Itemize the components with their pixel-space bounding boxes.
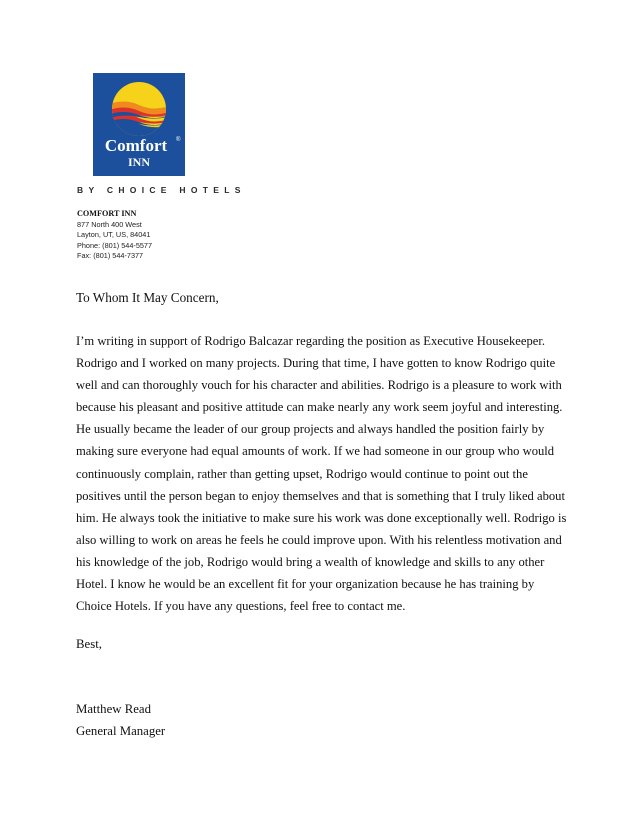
letter-body xyxy=(76,330,566,617)
body-line: also willing to work on areas he feels he could improve upon. With his relentless motivation and xyxy=(76,532,562,547)
comfort-inn-logo xyxy=(93,73,185,176)
body-line: well and can thoroughly vouch for his character and abilities. Rodrigo is a pleasure to work with xyxy=(76,378,562,393)
fax-line: Fax: (801) 544-7377 xyxy=(77,251,144,260)
signature-name: Matthew Read xyxy=(76,702,151,716)
sun-waves-logo-graphic xyxy=(93,73,185,176)
company-name: COMFORT INN xyxy=(77,209,137,218)
address-line: Layton, UT, US, 84041 xyxy=(77,230,151,239)
body-line: He usually became the leader of our group projects and always handled the position fairly by xyxy=(76,422,545,437)
signature-title: General Manager xyxy=(76,724,166,738)
tagline: BY CHOICE HOTELS xyxy=(77,185,246,195)
phone-line: Phone: (801) 544-5577 xyxy=(77,240,153,250)
logo-sub-text: INN xyxy=(127,155,151,169)
body-line: him. He always took the initiative to make sure his work was done exceptionally well. Rodrigo is xyxy=(76,510,567,525)
body-line: making sure everyone had equal amounts of work. If we had someone in our group who would xyxy=(76,444,555,459)
body-line: Hotel. I know he would be an excellent fit for your organization because he has training by xyxy=(76,577,535,592)
address-block xyxy=(77,209,152,262)
body-line: Rodrigo and I worked on many projects. During that time, I have gotten to know Rodrigo quite xyxy=(76,356,556,371)
body-line: I’m writing in support of Rodrigo Balcazar regarding the position as Executive Housekeeper. xyxy=(76,334,545,348)
body-line: his knowledge of the job, Rodrigo would bring a wealth of knowledge and skills to any other xyxy=(76,554,545,569)
body-line: Choice Hotels. If you have any questions, feel free to contact me. xyxy=(76,599,406,614)
closing: Best, xyxy=(76,637,102,651)
body-line: because his pleasant and positive attitude can make nearly any work seem joyful and interesting. xyxy=(76,400,563,415)
logo-registered-mark: ® xyxy=(176,137,181,143)
body-line: continuously complain, rather than getting upset, Rodrigo would continue to point out the xyxy=(76,466,528,481)
salutation: To Whom It May Concern, xyxy=(76,290,219,305)
logo-brand-text: Comfort xyxy=(104,136,168,155)
address-line: 877 North 400 West xyxy=(77,219,142,229)
body-line: positives until the person began to enjoy themselves and that is something that I truly liked about xyxy=(76,488,565,503)
